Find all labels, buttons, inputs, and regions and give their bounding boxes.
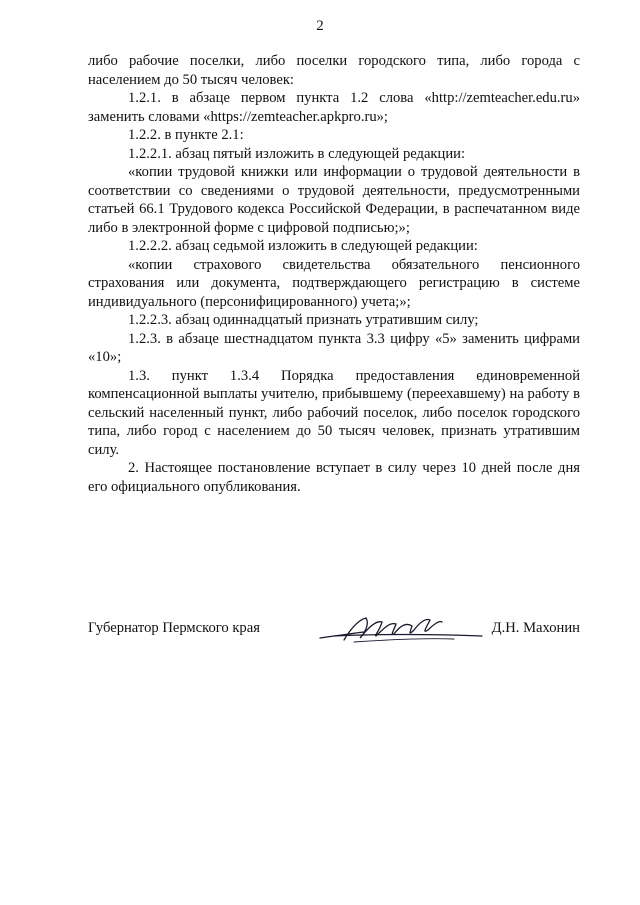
paragraph-1-2-2-3: 1.2.2.3. абзац одиннадцатый признать утратившим силу;: [128, 312, 479, 328]
paragraph-1-2-2-1: 1.2.2.1. абзац пятый изложить в следующей редакции:: [128, 145, 466, 162]
paragraph-1-2-3: 1.2.3. в абзаце шестнадцатом пункта 3.3 цифру «5» заменить цифрами «10»;: [88, 330, 580, 365]
paragraph-2: 2. Настоящее постановление вступает в силу через 10 дней после дня его официального опубликования.: [88, 460, 580, 495]
paragraph-continuation: либо рабочие поселки, либо поселки городского типа, либо города с населением до 50 тысяч человек:: [88, 53, 580, 88]
signature-block: [88, 612, 580, 652]
page-number: 2: [316, 18, 324, 34]
signer-position: Губернатор Пермского края: [88, 620, 260, 636]
document-body: [88, 52, 580, 496]
handwritten-signature: [314, 612, 484, 646]
paragraph-1-2-2: 1.2.2. в пункте 2.1:: [128, 127, 244, 143]
paragraph-quote-insurance: «копии страхового свидетельства обязательного пенсионного страхования или документа, подтверждающего регистрацию в системе индивидуального (персонифицированного) учета;»;: [88, 256, 580, 310]
signer-name: Д.Н. Махонин: [491, 620, 580, 636]
paragraph-quote-labor-book: «копии трудовой книжки или информации о трудовой деятельности в соответствии со сведениями о трудовой деятельности, предусмотренными статьей 66.1 Трудового кодекса Российской Федерации, в распечатанном виде либо в электронной форме с цифровой подписью;»;: [88, 164, 580, 236]
paragraph-1-3: 1.3. пункт 1.3.4 Порядка предоставления единовременной компенсационной выплаты учителю, прибывшему (переехавшему) на работу в сельский населенный пункт, либо рабочий поселок, либо поселок городского типа, либо город с населением до 50 тысяч человек, признать утратившим силу.: [88, 367, 580, 458]
paragraph-1-2-1: 1.2.1. в абзаце первом пункта 1.2 слова «http://zemteacher.edu.ru» заменить словами «https://zemteacher.apkpro.ru»;: [88, 90, 580, 125]
paragraph-1-2-2-2: 1.2.2.2. абзац седьмой изложить в следующей редакции:: [128, 238, 478, 254]
